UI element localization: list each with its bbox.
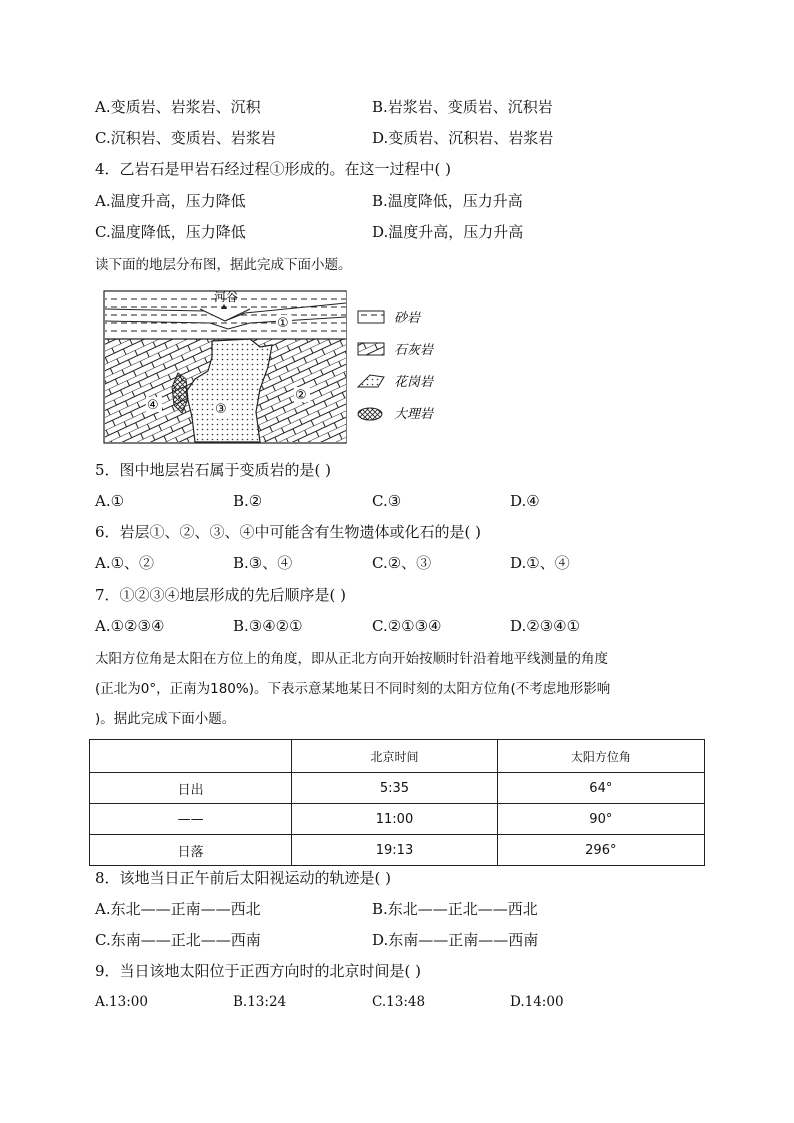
q9-option-a[interactable]: A.13:00 — [95, 994, 148, 1010]
intro-azimuth-line2: (正北为0°，正南为180%)。下表示意某地某日不同时刻的太阳方位角(不考虑地形影响 — [95, 681, 611, 697]
q9-stem: 9．当日该地太阳位于正西方向时的北京时间是( ) — [95, 962, 422, 980]
q7-option-c[interactable]: C.②①③④ — [372, 617, 442, 635]
table-cell: 64° — [497, 773, 704, 804]
table-header-cell — [90, 740, 292, 773]
sun-azimuth-table — [89, 739, 705, 866]
intro-strata: 读下面的地层分布图，据此完成下面小题。 — [95, 257, 352, 273]
legend-granite: 花岗岩 — [394, 375, 434, 390]
q6-option-d[interactable]: D.①、④ — [510, 554, 570, 572]
q6-stem: 6．岩层①、②、③、④中可能含有生物遗体或化石的是( ) — [95, 523, 482, 541]
table-cell: 日出 — [90, 773, 292, 804]
legend — [358, 311, 435, 422]
q8-stem: 8．该地当日正午前后太阳视运动的轨迹是( ) — [95, 869, 392, 887]
table-cell: 19:13 — [292, 835, 497, 866]
strata-diagram — [100, 287, 460, 447]
table-cell: 296° — [497, 835, 704, 866]
table-cell: 日落 — [90, 835, 292, 866]
q4-option-a[interactable]: A.温度升高，压力降低 — [95, 192, 246, 210]
q7-option-b[interactable]: B.③④②① — [233, 617, 303, 635]
q9-option-c[interactable]: C.13:48 — [372, 994, 426, 1010]
layer-label-1: ① — [277, 316, 289, 331]
q3-option-b[interactable]: B.岩浆岩、变质岩、沉积岩 — [372, 98, 553, 116]
q4-option-d[interactable]: D.温度升高，压力升高 — [372, 223, 524, 241]
legend-limestone: 石灰岩 — [394, 343, 434, 358]
q6-option-c[interactable]: C.②、③ — [372, 554, 432, 572]
q8-option-c[interactable]: C.东南——正北——西南 — [95, 931, 261, 949]
layer-label-4: ④ — [147, 398, 159, 413]
q8-option-a[interactable]: A.东北——正南——西北 — [95, 900, 261, 918]
q7-option-a[interactable]: A.①②③④ — [95, 617, 165, 635]
table-row — [90, 804, 705, 835]
legend-sandstone: 砂岩 — [394, 311, 421, 326]
legend-marble: 大理岩 — [394, 407, 434, 422]
legend-marble-swatch — [358, 408, 382, 420]
table-cell: 11:00 — [292, 804, 497, 835]
legend-granite-swatch — [358, 375, 384, 387]
table-row — [90, 773, 705, 804]
table-cell: 5:35 — [292, 773, 497, 804]
intro-azimuth-line3: )。据此完成下面小题。 — [95, 711, 236, 727]
intro-azimuth-line1: 太阳方位角是太阳在方位上的角度，即从正北方向开始按顺时针沿着地平线测量的角度 — [95, 651, 608, 667]
table-cell: —— — [90, 804, 292, 835]
q5-option-c[interactable]: C.③ — [372, 492, 402, 510]
table-header-cell: 北京时间 — [292, 740, 497, 773]
table-cell: 90° — [497, 804, 704, 835]
q5-option-b[interactable]: B.② — [233, 492, 263, 510]
q5-option-a[interactable]: A.① — [95, 492, 125, 510]
q4-option-c[interactable]: C.温度降低，压力降低 — [95, 223, 246, 241]
q4-stem: 4．乙岩石是甲岩石经过程①形成的。在这一过程中( ) — [95, 160, 452, 178]
q7-option-d[interactable]: D.②③④① — [510, 617, 581, 635]
legend-limestone-swatch — [358, 343, 384, 355]
q9-option-d[interactable]: D.14:00 — [510, 994, 564, 1010]
table-header-cell: 太阳方位角 — [497, 740, 704, 773]
q8-option-b[interactable]: B.东北——正北——西北 — [372, 900, 538, 918]
q8-option-d[interactable]: D.东南——正南——西南 — [372, 931, 539, 949]
legend-sandstone-swatch — [358, 311, 384, 323]
q7-stem: 7．①②③④地层形成的先后顺序是( ) — [95, 586, 347, 604]
q3-option-d[interactable]: D.变质岩、沉积岩、岩浆岩 — [372, 129, 554, 147]
table-row — [90, 835, 705, 866]
q6-option-a[interactable]: A.①、② — [95, 554, 155, 572]
table-header-row — [90, 740, 705, 773]
q9-option-b[interactable]: B.13:24 — [233, 994, 287, 1010]
q6-option-b[interactable]: B.③、④ — [233, 554, 293, 572]
layer-label-2: ② — [295, 388, 307, 403]
q5-option-d[interactable]: D.④ — [510, 492, 540, 510]
q4-option-b[interactable]: B.温度降低，压力升高 — [372, 192, 523, 210]
q3-option-a[interactable]: A.变质岩、岩浆岩、沉积 — [95, 98, 261, 116]
q3-option-c[interactable]: C.沉积岩、变质岩、岩浆岩 — [95, 129, 276, 147]
q5-stem: 5．图中地层岩石属于变质岩的是( ) — [95, 461, 332, 479]
layer-label-3: ③ — [215, 402, 227, 417]
valley-label: 河谷 — [214, 290, 239, 304]
